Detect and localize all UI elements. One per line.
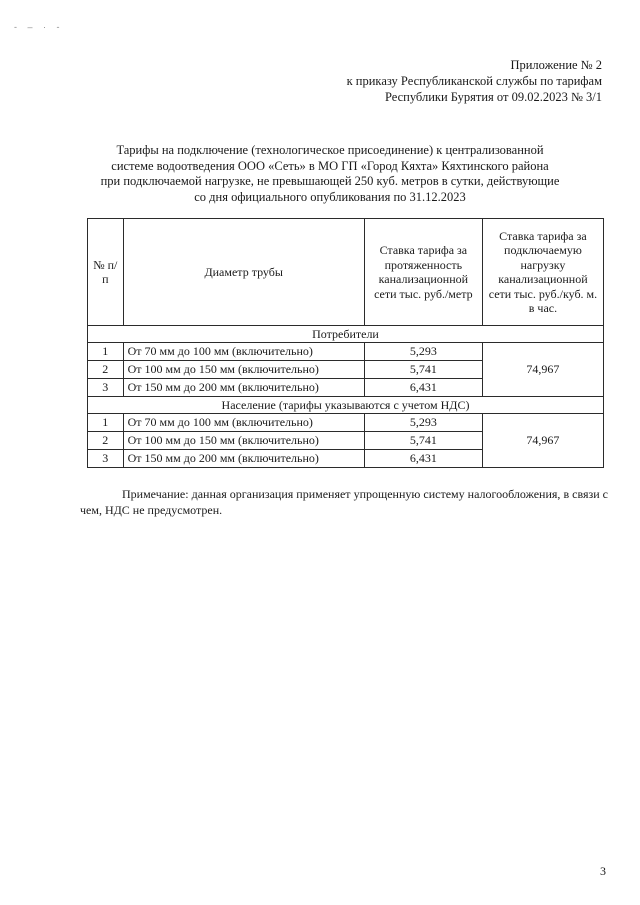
- row-diameter: От 100 мм до 150 мм (включительно): [123, 432, 364, 450]
- appendix-line-1: Приложение № 2: [510, 58, 602, 72]
- row-diameter: От 150 мм до 200 мм (включительно): [123, 379, 364, 397]
- appendix-line-3: Республики Бурятия от 09.02.2023 № 3/1: [384, 90, 602, 104]
- header-diameter: Диаметр трубы: [123, 219, 364, 326]
- title-line-4: со дня официального опубликования по 31.12.2023: [194, 189, 466, 204]
- row-rate: 5,741: [364, 361, 482, 379]
- row-num: 1: [88, 414, 124, 432]
- row-rate: 5,293: [364, 343, 482, 361]
- tariff-table: [87, 218, 604, 468]
- title-line-2: системе водоотведения ООО «Сеть» в МО ГП «Город Кяхта» Кяхтинского района: [111, 158, 549, 173]
- section-title: Потребители: [88, 326, 604, 343]
- table-row: [88, 343, 604, 361]
- document-title: [80, 143, 580, 205]
- appendix-line-2: к приказу Республиканской службы по тарифам: [346, 74, 602, 88]
- footnote: Примечание: данная организация применяет упрощенную систему налогообложения, в связи с чем, НДС не предусмотрен.: [80, 487, 608, 517]
- row-num: 2: [88, 361, 124, 379]
- row-rate: 5,741: [364, 432, 482, 450]
- row-rate: 6,431: [364, 379, 482, 397]
- row-diameter: От 150 мм до 200 мм (включительно): [123, 450, 364, 468]
- page-number: 3: [600, 864, 606, 878]
- row-diameter: От 70 мм до 100 мм (включительно): [123, 414, 364, 432]
- table-header-row: [88, 219, 604, 326]
- appendix-header: [347, 57, 602, 105]
- load-rate: 74,967: [482, 343, 603, 397]
- scan-marks: - – · -: [14, 22, 64, 32]
- title-line-3: при подключаемой нагрузке, не превышающей 250 куб. метров в сутки, действующие: [100, 174, 560, 188]
- row-num: 3: [88, 450, 124, 468]
- load-rate: 74,967: [482, 414, 603, 468]
- header-rate-length: Ставка тарифа за протяженность канализационной сети тыс. руб./метр: [364, 219, 482, 326]
- row-rate: 6,431: [364, 450, 482, 468]
- section-row: [88, 326, 604, 343]
- table-row: [88, 414, 604, 432]
- header-num: № п/п: [88, 219, 124, 326]
- row-num: 1: [88, 343, 124, 361]
- title-line-1: Тарифы на подключение (технологическое присоединение) к централизованной: [116, 143, 544, 157]
- row-num: 2: [88, 432, 124, 450]
- row-diameter: От 70 мм до 100 мм (включительно): [123, 343, 364, 361]
- row-rate: 5,293: [364, 414, 482, 432]
- header-rate-load: Ставка тарифа за подключаемую нагрузку канализационной сети тыс. руб./куб. м. в час.: [482, 219, 603, 326]
- row-diameter: От 100 мм до 150 мм (включительно): [123, 361, 364, 379]
- section-row: [88, 397, 604, 414]
- section-title: Население (тарифы указываются с учетом НДС): [88, 397, 604, 414]
- row-num: 3: [88, 379, 124, 397]
